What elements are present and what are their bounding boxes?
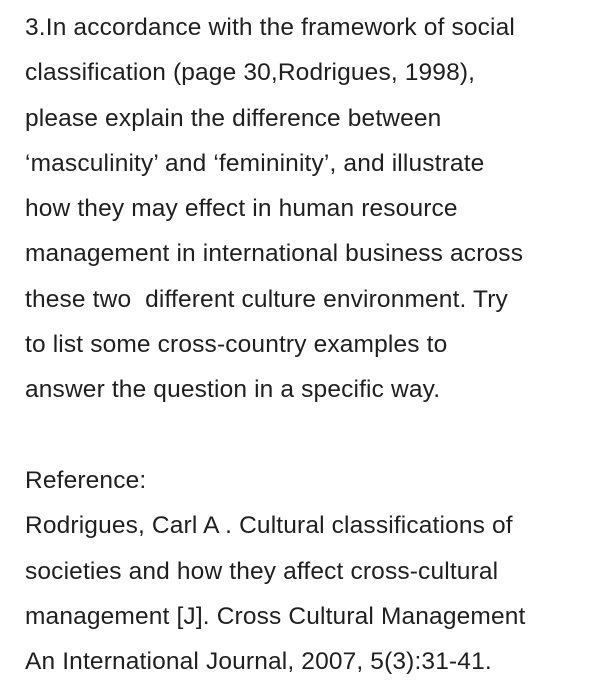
question-line-9: answer the question in a specific way. <box>25 376 441 404</box>
question-line-3: please explain the difference between <box>25 104 442 132</box>
reference-heading: Reference: <box>25 466 147 494</box>
reference-section <box>25 458 607 684</box>
reference-line-1: Rodrigues, Carl A . Cultural classifications of <box>25 512 513 540</box>
paragraph-gap <box>25 413 607 458</box>
question-line-8: to list some cross-country examples to <box>25 331 448 359</box>
reference-line-3: management [J]. Cross Cultural Management <box>25 602 526 630</box>
question-line-2: classification (page 30,Rodrigues, 1998), <box>25 59 476 87</box>
reference-line-2: societies and how they affect cross-cultural <box>25 557 499 585</box>
question-line-7: these two different culture environment. Try <box>25 285 508 313</box>
question-text <box>25 5 607 413</box>
reference-line-4: An International Journal, 2007, 5(3):31-41. <box>25 648 492 676</box>
question-line-1: 3.In accordance with the framework of social <box>25 14 516 41</box>
question-line-4: ‘masculinity’ and ‘femininity’, and illustrate <box>25 149 485 177</box>
question-line-5: how they may effect in human resource <box>25 195 458 223</box>
question-line-6: management in international business across <box>25 240 524 268</box>
